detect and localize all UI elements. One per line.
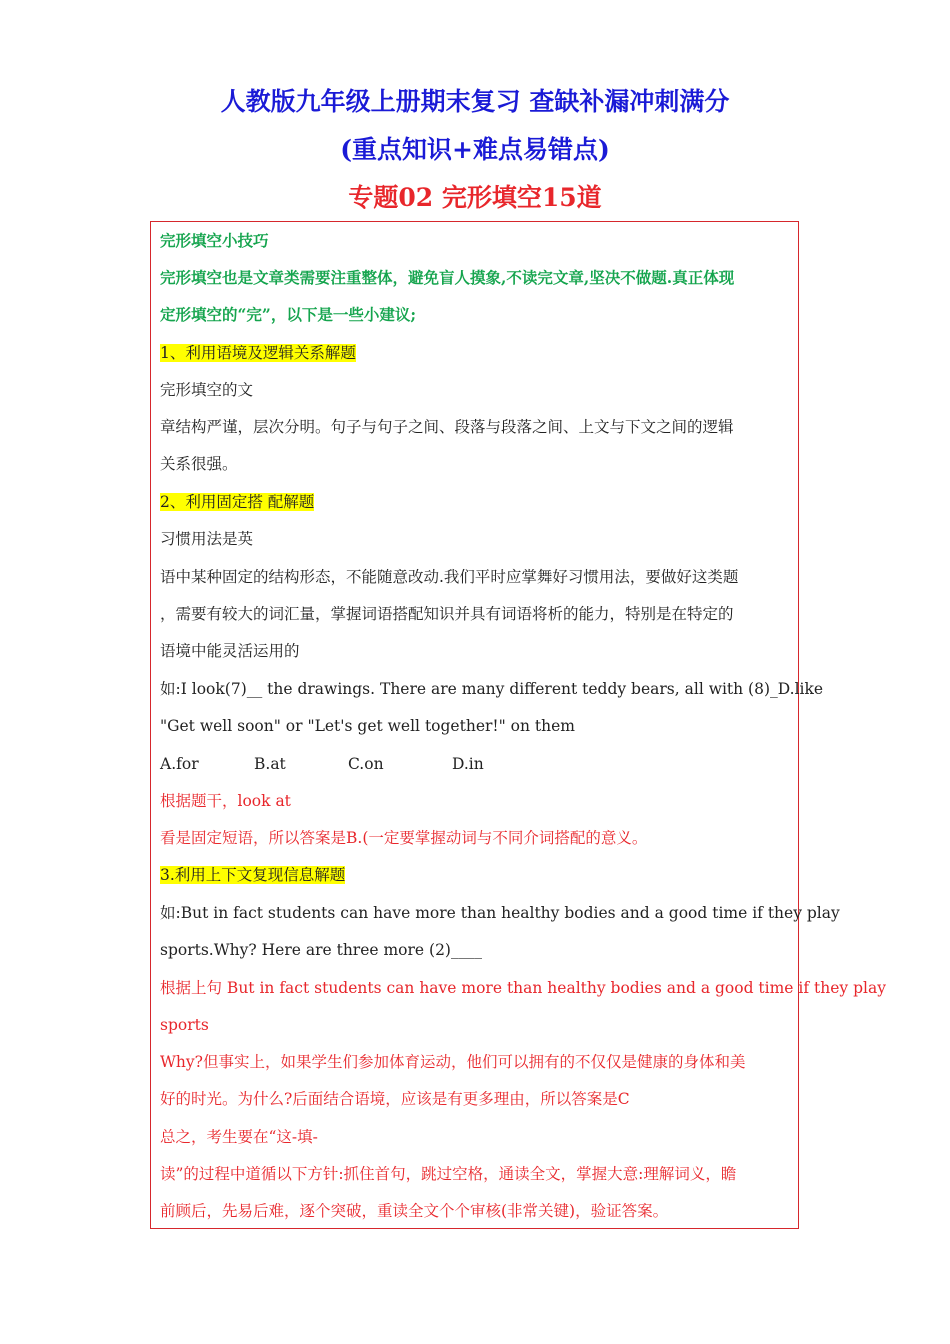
answer-line: 看是固定短语，所以答案是B.(一定要掌握动词与不同介词搭配的意义。 <box>160 829 648 847</box>
option-c: C.on <box>348 755 384 773</box>
tips-heading: 完形填空小技巧 <box>160 231 269 250</box>
answer-line: Why?但事实上，如果学生们参加体育运动，他们可以拥有的不仅仅是健康的身体和美 <box>160 1053 746 1071</box>
example-line: sports.Why? Here are three more (2)____ <box>160 941 482 959</box>
option-b: B.at <box>254 755 286 773</box>
option-a: A.for <box>160 755 199 773</box>
summary-line: 总之，考生要在“这-填- <box>160 1128 318 1146</box>
summary-line: 前顾后，先易后难，逐个突破，重读全文个个审核(非常关键)，验证答案。 <box>160 1202 669 1220</box>
body-line: 语境中能灵活运用的 <box>160 642 300 660</box>
example-line: 如:But in fact students can have more than healthy bodies and a good time if they play <box>160 904 840 922</box>
body-line: ，需要有较大的词汇量，掌握词语搭配知识并具有词语将析的能力，特别是在特定的 <box>160 605 734 623</box>
answer-line: sports <box>160 1016 209 1034</box>
body-line: 关系很强。 <box>160 455 238 473</box>
body-line: 章结构严谨，层次分明。句子与句子之间、段落与段落之间、上文与下文之间的逻辑 <box>160 418 734 436</box>
answer-line: 根据题干，look at <box>160 792 291 810</box>
option-d: D.in <box>452 755 484 773</box>
example-line: 如:I look(7)__ the drawings. There are many different teddy bears, all with (8)_D.like <box>160 680 824 698</box>
body-line: 语中某种固定的结构形态，不能随意改动.我们平时应掌舞好习惯用法，要做好这类题 <box>160 568 739 586</box>
document-title: 人教版九年级上册期末复习 查缺补漏冲刺满分 <box>220 87 730 116</box>
body-line: 习惯用法是英 <box>160 530 254 548</box>
answer-line: 根据上句 But in fact students can have more than healthy bodies and a good time if they play <box>160 979 886 997</box>
answer-line: 好的时光。为什么?后面结合语境，应该是有更多理由，所以答案是C <box>160 1090 630 1108</box>
example-line: "Get well soon" or "Let's get well together!" on them <box>160 717 576 735</box>
intro-line: 定形填空的“完”，以下是一些小建议; <box>160 305 417 324</box>
intro-line: 完形填空也是文章类需要注重整体，避免盲人摸象,不读完文章,坚决不做题.真正体现 <box>160 268 735 287</box>
section-heading-3: 3.利用上下文复现信息解题 <box>160 866 346 884</box>
body-line: 完形填空的文 <box>160 381 254 399</box>
section-heading-1: 1、利用语境及逻辑关系解题 <box>160 344 356 362</box>
document-subtitle: (重点知识+难点易错点) <box>340 135 610 164</box>
topic-title: 专题02 完形填空15道 <box>348 183 602 212</box>
summary-line: 读”的过程中道循以下方针:抓住首句，跳过空格，通读全文，掌握大意:理解词义，瞻 <box>160 1165 737 1183</box>
section-heading-2: 2、利用固定搭 配解题 <box>160 493 315 511</box>
